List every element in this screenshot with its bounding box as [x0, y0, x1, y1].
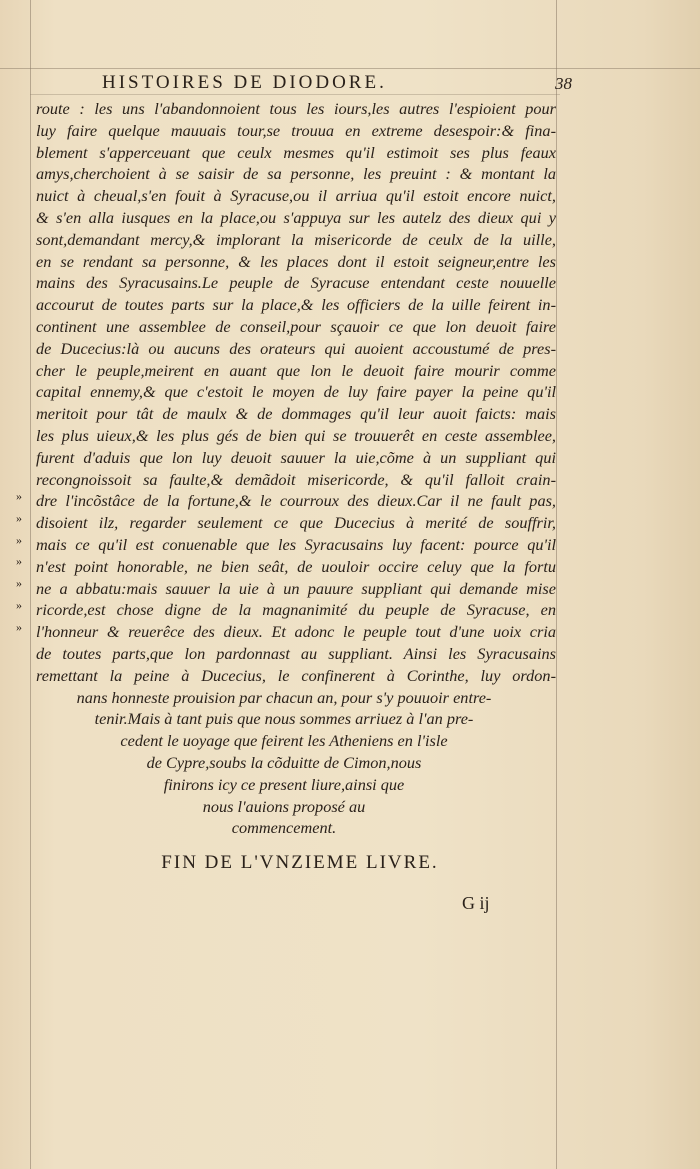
- text-line: disoient ilz, regarder seulement ce que Ducecius à merité de souffrir,: [36, 513, 556, 533]
- text-line: cedent le uoyage que feirent les Atheniens en l'isle: [120, 731, 448, 751]
- text-line: ricorde,est chose digne de la magnanimité du peuple de Syracuse, en: [36, 600, 556, 620]
- text-line: blement s'apperceuant que ceulx mesmes qu'il estimoit ses plus feaux: [36, 142, 556, 162]
- quote-mark: »: [16, 489, 22, 503]
- folio-number: 38: [555, 74, 572, 93]
- text-line: de Cypre,soubs la cõduitte de Cimon,nous: [146, 752, 422, 772]
- header-rule-top: [0, 68, 700, 69]
- text-line: continent une assemblee de conseil,pour sçauoir ce que lon deuoit faire: [36, 316, 556, 336]
- book-explicit: FIN DE L'VNZIEME LIVRE.: [161, 852, 439, 873]
- quote-mark: »: [16, 532, 22, 547]
- text-line: finirons icy ce present liure,ainsi que: [163, 774, 405, 794]
- text-line: sont,demandant mercy,& implorant la misericorde de ceulx de la uille,: [36, 229, 556, 249]
- text-line: mains des Syracusains.Le peuple de Syracuse entendant ceste nouuelle: [36, 273, 556, 293]
- text-line: ne a abbatu:mais sauuer la uie à un pauure suppliant qui demande mise: [36, 578, 556, 598]
- text-line: recongnoissoit sa faulte,& demãdoit misericorde, & qu'il falloit crain-: [36, 469, 556, 489]
- text-line: l'honneur & reuerêce des dieux. Et adonc le peuple tout d'une uoix cria: [36, 622, 556, 642]
- quote-mark: »: [16, 576, 22, 591]
- running-header: [60, 72, 572, 94]
- text-line: nuict à cheual,s'en fouit à Syracuse,ou il arriua qu'il estoit encore nuict,: [36, 186, 556, 206]
- text-line: les plus uieux,& les plus gés de bien qui se trouuerêt en ceste assemblee,: [36, 425, 556, 445]
- quote-mark: »: [16, 597, 22, 612]
- text-line: & s'en alla iusques en la place,ou s'appuya sur les autelz des dieux qui y: [36, 207, 556, 227]
- body-text: [36, 98, 556, 839]
- text-line: nans honneste prouision par chacun an, pour s'y pouuoir entre-: [76, 687, 492, 707]
- text-line: n'est point honorable, ne bien seât, de uouloir occire celuy que la fortu: [36, 556, 556, 576]
- text-line: remettant la peine à Ducecius, le confinerent à Corinthe, luy ordon-: [36, 665, 556, 685]
- text-line: cher le peuple,meirent en auant que lon le deuoit faire mourir comme: [36, 360, 556, 380]
- header-rule-bottom: [30, 94, 560, 95]
- quote-mark: »: [16, 510, 22, 525]
- text-line: accourut de toutes parts sur la place,& les officiers de la uille feirent in-: [36, 295, 556, 315]
- marginal-quote-marks: [16, 486, 36, 639]
- text-line: de toutes parts,que lon pardonnast au suppliant. Ainsi les Syracusains: [36, 643, 556, 663]
- text-line: commencement.: [231, 818, 337, 838]
- text-line: en se rendant sa personne, & les places dont il estoit seigneur,entre les: [36, 251, 556, 271]
- text-line: furent d'aduis que lon luy deuoit sauuer la uie,cõme à un suppliant qui: [36, 447, 556, 467]
- text-line: route : les uns l'abandonnoient tous les iours,les autres l'espioient pour: [36, 99, 556, 118]
- text-line: meritoit pour tât de maulx & de dommages qu'il leur auoit faicts: mais: [36, 404, 556, 424]
- text-line: luy faire quelque mauuais tour,se trouua en extreme desespoir:& fina-: [36, 120, 556, 140]
- text-line: tenir.Mais à tant puis que nous sommes arriuez à l'an pre-: [94, 709, 474, 729]
- text-line: dre l'incõstâce de la fortune,& le courroux des dieux.Car il ne fault pas,: [36, 491, 556, 511]
- right-margin-rule: [556, 0, 557, 1169]
- quote-mark: »: [16, 554, 22, 569]
- text-line: mais ce qu'il est conuenable que les Syracusains luy facent: pource qu'il: [36, 534, 556, 554]
- text-line: amys,cherchoient à se saisir de sa personne, les preuint : & montant la: [36, 164, 556, 184]
- signature-mark: G ij: [462, 893, 490, 913]
- text-line: nous l'auions proposé au: [202, 796, 366, 816]
- running-title: HISTOIRES DE DIODORE.: [102, 72, 387, 93]
- text-line: de Ducecius:là ou aucuns des orateurs qui auoient accoustumé de pres-: [36, 338, 556, 358]
- quote-mark: »: [16, 619, 22, 634]
- text-line: capital ennemy,& que c'estoit le moyen de luy faire payer la peine qu'il: [36, 382, 556, 402]
